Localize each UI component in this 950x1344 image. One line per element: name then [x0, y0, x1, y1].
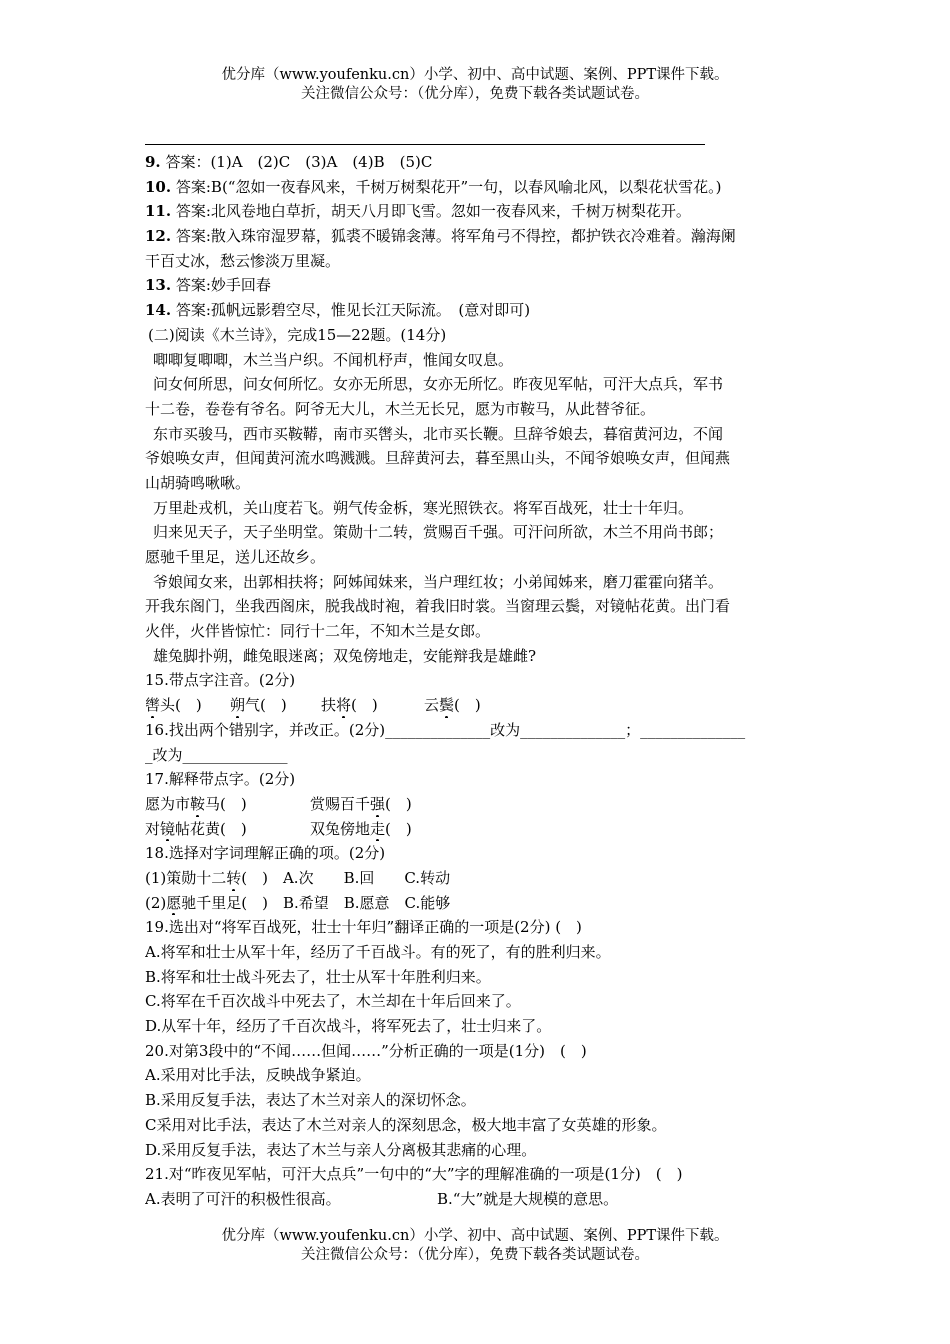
header-rule	[145, 144, 705, 145]
poem-line: 万里赴戎机，关山度若飞。朔气传金柝，寒光照铁衣。将军百战死，壮士十年归。	[153, 498, 694, 517]
dotted-char: 鬓	[439, 693, 454, 718]
dotted-char: 将	[336, 693, 351, 718]
question-20-option-c: C采用对比手法，表达了木兰对亲人的深刻思念，极大地丰富了女英雄的形象。	[145, 1115, 667, 1134]
poem-line: 愿驰千里足，送儿还故乡。	[145, 548, 326, 566]
answer-12-cont: 干百丈冰，愁云惨淡万里凝。	[145, 251, 341, 270]
poem-line: 爷娘唤女声，但闻黄河流水鸣溅溅。旦辞黄河去，暮至黑山头，不闻爷娘唤女声，但闻燕	[145, 449, 731, 468]
answer-number: 11.	[145, 202, 172, 221]
question-19-option-c: C.将军在千百次战斗中死去了，木兰却在十年后回来了。	[145, 992, 521, 1011]
question-16-line-2: _改为______________	[145, 745, 288, 764]
header-line-2: 关注微信公众号：（优分库），免费下载各类试题试卷。	[301, 86, 649, 102]
question-20-option-d: D.采用反复手法，表达了木兰与亲人分离极其悲痛的心理。	[145, 1140, 537, 1159]
question-21-options	[145, 1187, 810, 1212]
dotted-char: 朔	[230, 693, 245, 718]
poem-line: 归来见天子，天子坐明堂。策勋十二转，赏赐百千强。可汗问所欲，木兰不用尚书郎；	[153, 523, 724, 542]
question-21-option-a: A.表明了可汗的积极性很高。	[145, 1189, 341, 1208]
answer-14	[145, 298, 810, 323]
dotted-char: 鞍	[190, 792, 205, 817]
question-19-option-a: A.将军和壮士从军十年，经历了千百战斗。有的死了，有的胜利归来。	[145, 943, 611, 961]
question-15-items	[145, 693, 810, 718]
answer-text: 答案:北风卷地白草折，胡天八月即飞雪。忽如一夜春风来，千树万树梨花开。	[171, 202, 691, 221]
answer-12	[145, 224, 810, 249]
dotted-char: 愿	[166, 891, 181, 916]
question-21-stem: 21.对“昨夜见军帖，可汗大点兵”一句中的“大”字的理解准确的一项是(1分) ( )	[145, 1165, 683, 1184]
question-15-stem: 15.带点字注音。(2分)	[145, 671, 296, 690]
poem-line: 火伴，火伴皆惊忙：同行十二年，不知木兰是女郎。	[145, 622, 491, 641]
page-footer	[0, 1227, 950, 1265]
poem-line: 唧唧复唧唧，木兰当户织。不闻机杼声，惟闻女叹息。	[153, 350, 514, 369]
section-title: (二)阅读《木兰诗》，完成15—22题。(14分)	[148, 325, 447, 344]
footer-line-1: 优分库（www.youfenku.cn）小学、初中、高中试题、案例、PPT课件下载。	[221, 1228, 729, 1244]
answer-number: 12.	[145, 227, 172, 246]
dotted-char: 转	[226, 866, 241, 891]
q15-item: 辔头( )	[145, 693, 230, 718]
answer-text: 答案:孤帆远影碧空尽，惟见长江天际流。 (意对即可)	[171, 301, 531, 320]
answer-number: 13.	[145, 276, 172, 295]
q17-item: 对镜帖花黄( )	[145, 817, 310, 842]
page-header	[0, 66, 950, 104]
question-19-stem: 19.选出对“将军百战死，壮士十年归”翻译正确的一项是(2分) ( )	[145, 918, 582, 937]
question-17-row-1	[145, 792, 810, 817]
dotted-char: 辔	[145, 693, 160, 718]
q17-item: 双兔傍地走( )	[310, 820, 412, 838]
question-16-line-1: 16.找出两个错别字，并改正。(2分)______________改为______________；______________	[145, 720, 746, 739]
q15-item: 云鬓( )	[424, 696, 481, 714]
answer-number: 10.	[145, 177, 172, 196]
footer-line-2: 关注微信公众号：（优分库），免费下载各类试题试卷。	[301, 1247, 649, 1263]
document-body	[145, 150, 810, 1212]
answer-text: 答案:B(“忽如一夜春风来，千树万树梨花开”一句，以春风喻北风，以梨花状雪花。)	[171, 177, 722, 196]
q15-item: 扶将( )	[321, 693, 424, 718]
question-18-item-1: (1)策勋十二转( ) A.次 B.回 C.转动	[145, 866, 810, 891]
dotted-char: 镜	[160, 817, 175, 842]
poem-line: 山胡骑鸣啾啾。	[145, 473, 251, 492]
poem-line: 问女何所思，问女何所忆。女亦无所思，女亦无所忆。昨夜见军帖，可汗大点兵，军书	[153, 375, 724, 394]
question-18-item-2: (2)愿驰千里足( ) B.希望 B.愿意 C.能够	[145, 891, 810, 916]
poem-line: 十二卷，卷卷有爷名。阿爷无大儿，木兰无长兄，愿为市鞍马，从此替爷征。	[145, 399, 656, 418]
question-20-stem: 20.对第3段中的“不闻……但闻……”分析正确的一项是(1分) ( )	[145, 1041, 587, 1060]
answer-13	[145, 273, 810, 298]
question-18-stem: 18.选择对字词理解正确的项。(2分)	[145, 844, 386, 863]
poem-line: 东市买骏马，西市买鞍鞯，南市买辔头，北市买长鞭。旦辞爷娘去，暮宿黄河边，不闻	[153, 424, 724, 443]
question-19-option-b: B.将军和壮士战斗死去了，壮士从军十年胜利归来。	[145, 967, 491, 986]
answer-text: 答案:散入珠帘湿罗幕，狐裘不暖锦衾薄。将军角弓不得控，都护铁衣冷难着。瀚海阑	[171, 227, 736, 246]
q17-item: 赏赐百千强( )	[310, 795, 412, 813]
answer-number: 14.	[145, 301, 172, 320]
question-21-option-b: B.“大”就是大规模的意思。	[437, 1189, 619, 1208]
answer-11	[145, 199, 810, 224]
poem-line: 开我东阁门，坐我西阁床，脱我战时袍，着我旧时裳。当窗理云鬓，对镜帖花黄。出门看	[145, 597, 731, 616]
question-20-option-a: A.采用对比手法，反映战争紧迫。	[145, 1066, 371, 1085]
answer-9	[145, 150, 810, 175]
poem-line: 雄兔脚扑朔，雌兔眼迷离；双兔傍地走，安能辩我是雄雌?	[153, 646, 537, 665]
header-line-1: 优分库（www.youfenku.cn）小学、初中、高中试题、案例、PPT课件下载。	[221, 67, 729, 83]
dotted-char: 走	[370, 817, 385, 842]
answer-10	[145, 175, 810, 200]
q17-item: 愿为市鞍马( )	[145, 792, 310, 817]
question-17-row-2	[145, 817, 810, 842]
dotted-char: 强	[370, 792, 385, 817]
poem-line: 爷娘闻女来，出郭相扶将；阿姊闻妹来，当户理红妆；小弟闻姊来，磨刀霍霍向猪羊。	[153, 572, 724, 591]
question-20-option-b: B.采用反复手法，表达了木兰对亲人的深切怀念。	[145, 1091, 476, 1110]
answer-text: 答案:妙手回春	[171, 276, 271, 295]
question-17-stem: 17.解释带点字。(2分)	[145, 770, 296, 789]
question-19-option-d: D.从军十年，经历了千百次战斗，将军死去了，壮士归来了。	[145, 1017, 552, 1036]
answer-number: 9.	[145, 153, 161, 171]
answer-text: 答案：(1)A (2)C (3)A (4)B (5)C	[160, 153, 433, 171]
q15-item: 朔气( )	[230, 693, 321, 718]
